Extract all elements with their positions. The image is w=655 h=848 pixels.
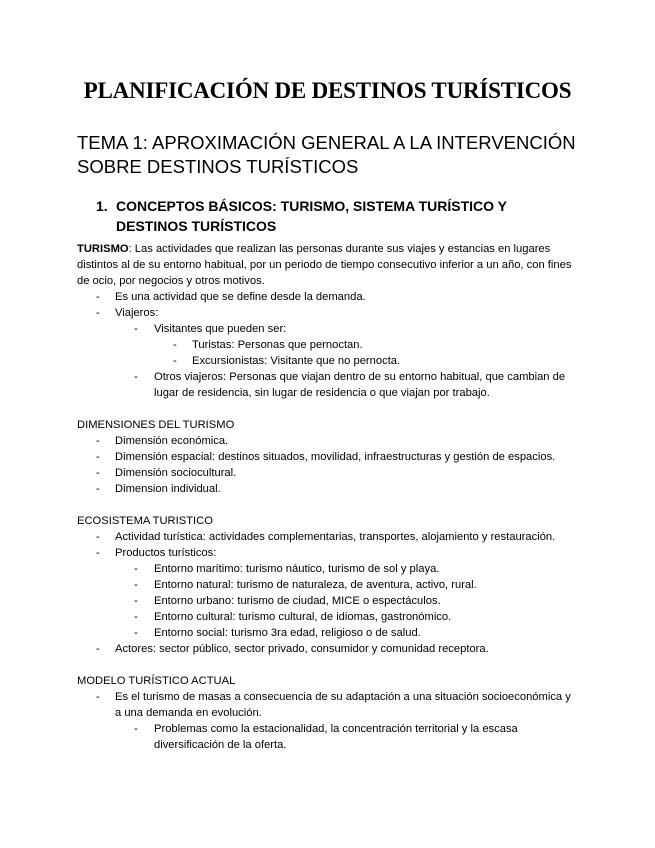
list-item: [77, 369, 577, 401]
list-item-text: Dimensión espacial: destinos situados, movilidad, infraestructuras y gestión de espacios.: [115, 451, 556, 463]
spacer: [77, 401, 577, 417]
list-item: [77, 289, 577, 305]
spacer: [77, 657, 577, 673]
bullet-dash: -: [134, 371, 138, 383]
bullet-dash: -: [173, 339, 177, 351]
document-title: PLANIFICACIÓN DE DESTINOS TURÍSTICOS: [83, 78, 572, 103]
bullet-dash: -: [96, 483, 100, 495]
list-item-text: Entorno marítimo: turismo náutico, turismo de sol y playa.: [154, 563, 440, 575]
ecosistema-list: [77, 529, 577, 657]
bullet-dash: -: [134, 323, 138, 335]
list-item-text: Es el turismo de masas a consecuencia de su adaptación a una situación socioeconómica y a una demanda en evolución.: [115, 691, 571, 719]
list-item-text: Entorno social: turismo 3ra edad, religioso o de salud.: [154, 627, 421, 639]
list-item: [77, 449, 577, 465]
list-item-text: Actividad turística: actividades complementarias, transportes, alojamiento y restauración.: [115, 531, 556, 543]
bullet-dash: -: [134, 563, 138, 575]
bullet-dash: -: [96, 291, 100, 303]
list-item: [77, 353, 577, 369]
turismo-list: [77, 289, 577, 401]
list-item-text: Entorno cultural: turismo cultural, de idiomas, gastronómico.: [154, 611, 452, 623]
list-item: [77, 305, 577, 321]
list-item: [77, 337, 577, 353]
modelo-list: [77, 689, 577, 753]
bullet-dash: -: [96, 467, 100, 479]
bullet-dash: -: [96, 451, 100, 463]
list-item: [77, 625, 577, 641]
list-item-text: Otros viajeros: Personas que viajan dentro de su entorno habitual, que cambian de lugar de residencia, sin lugar de residencia o que viajan por trabajo.: [154, 371, 566, 399]
list-item: [77, 641, 577, 657]
dimensiones-heading: DIMENSIONES DEL TURISMO: [77, 419, 235, 431]
bullet-dash: -: [134, 627, 138, 639]
list-item-text: Excursionistas: Visitante que no pernocta.: [192, 355, 401, 367]
list-item-text: Dimensión sociocultural.: [115, 467, 237, 479]
list-item-text: Actores: sector público, sector privado, consumidor y comunidad receptora.: [115, 643, 489, 655]
list-item-text: Visitantes que pueden ser:: [154, 323, 287, 335]
list-item: [77, 433, 577, 449]
turismo-definition-text: : Las actividades que realizan las personas durante sus viajes y estancias en lugares distintos al de su entorno habitual, por un periodo de tiempo consecutivo inferior a un año, con fines de ocio, por negocios y otros motivos.: [77, 243, 572, 287]
bullet-dash: -: [96, 307, 100, 319]
bullet-dash: -: [134, 595, 138, 607]
list-item-text: Problemas como la estacionalidad, la concentración territorial y la escasa diversificación de la oferta.: [154, 723, 518, 751]
list-item-text: Productos turísticos:: [115, 547, 217, 559]
modelo-heading: MODELO TURÍSTICO ACTUAL: [77, 675, 236, 687]
list-item: [77, 593, 577, 609]
bullet-dash: -: [96, 643, 100, 655]
bullet-dash: -: [134, 611, 138, 623]
dimensiones-list: [77, 433, 577, 497]
list-item: [77, 481, 577, 497]
bullet-dash: -: [96, 435, 100, 447]
list-item-text: Dimension individual.: [115, 483, 221, 495]
list-item: [77, 689, 577, 721]
bullet-dash: -: [134, 579, 138, 591]
bullet-dash: -: [96, 691, 100, 703]
section-title: CONCEPTOS BÁSICOS: TURISMO, SISTEMA TURÍSTICO Y DESTINOS TURÍSTICOS: [116, 198, 507, 234]
list-item: [77, 577, 577, 593]
list-item: [77, 465, 577, 481]
spacer: [77, 497, 577, 513]
list-item-text: Entorno natural: turismo de naturaleza, de aventura, activo, rural.: [154, 579, 477, 591]
list-item: [77, 321, 577, 337]
list-item-text: Dimensión económica.: [115, 435, 229, 447]
turismo-definition: [77, 241, 577, 289]
turismo-term: TURISMO: [77, 243, 129, 255]
list-item-text: Es una actividad que se define desde la demanda.: [115, 291, 366, 303]
bullet-dash: -: [134, 723, 138, 735]
bullet-dash: -: [96, 547, 100, 559]
bullet-dash: -: [96, 531, 100, 543]
document-body: [77, 241, 577, 753]
list-item-text: Turistas: Personas que pernoctan.: [192, 339, 363, 351]
list-item: [77, 609, 577, 625]
section-number: 1.: [96, 198, 108, 214]
list-item: [77, 545, 577, 561]
list-item: [77, 721, 577, 753]
ecosistema-heading: ECOSISTEMA TURISTICO: [77, 515, 213, 527]
section-heading: [96, 196, 566, 236]
bullet-dash: -: [173, 355, 177, 367]
topic-heading: TEMA 1: APROXIMACIÓN GENERAL A LA INTERVENCIÓN SOBRE DESTINOS TURÍSTICOS: [77, 132, 576, 177]
list-item-text: Entorno urbano: turismo de ciudad, MICE o espectáculos.: [154, 595, 441, 607]
list-item: [77, 529, 577, 545]
list-item-text: Viajeros:: [115, 307, 159, 319]
list-item: [77, 561, 577, 577]
